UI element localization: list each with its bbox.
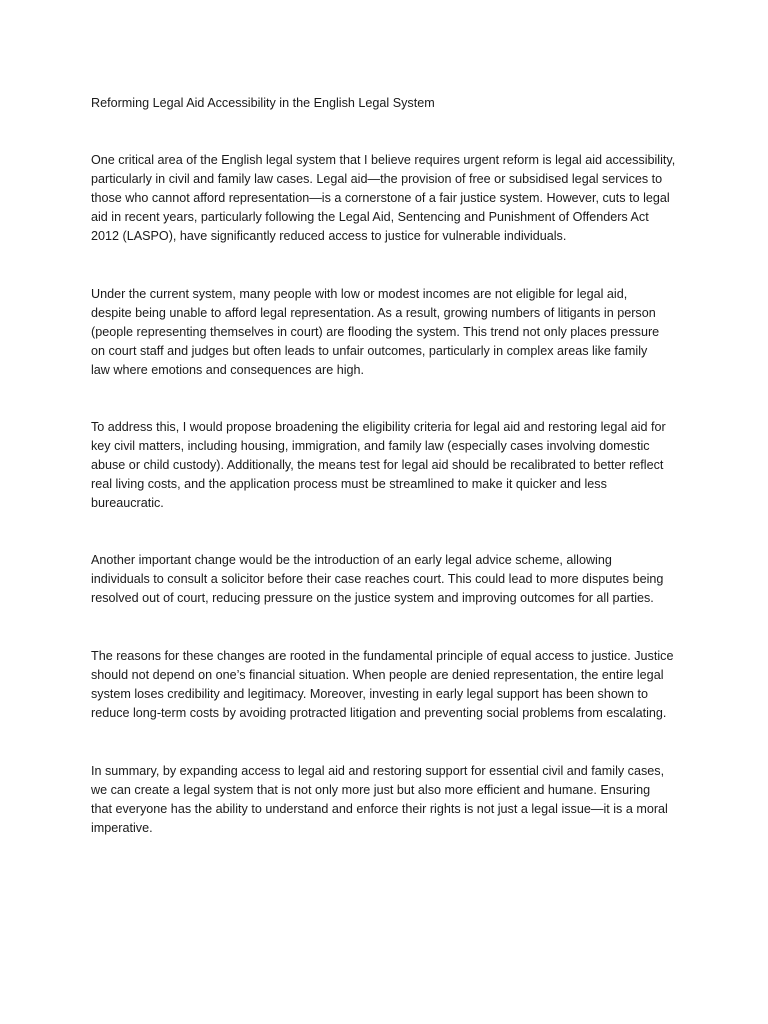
paragraph-line: In summary, by expanding access to legal aid and restoring support for essential civil and family cases, xyxy=(91,764,665,778)
paragraph-line: The reasons for these changes are rooted in the fundamental principle of equal access to justice. Justice xyxy=(91,649,674,663)
paragraph-line: on court staff and judges but often leads to unfair outcomes, particularly in complex areas like family xyxy=(91,344,648,358)
paragraph-line: 2012 (LASPO), have significantly reduced access to justice for vulnerable individuals. xyxy=(91,229,567,243)
paragraph-line: Another important change would be the introduction of an early legal advice scheme, allowing xyxy=(91,553,612,567)
paragraph-line: individuals to consult a solicitor before their case reaches court. This could lead to more disputes being xyxy=(91,572,664,586)
paragraph-line: we can create a legal system that is not only more just but also more efficient and humane. Ensuring xyxy=(91,783,651,797)
paragraph-4 xyxy=(91,551,683,608)
paragraph-3 xyxy=(91,418,683,513)
paragraph-line: despite being unable to afford legal representation. As a result, growing numbers of litigants in person xyxy=(91,306,656,320)
paragraph-2 xyxy=(91,285,683,380)
paragraph-line: One critical area of the English legal system that I believe requires urgent reform is legal aid accessibility, xyxy=(91,153,676,167)
paragraph-line: (people representing themselves in court) are flooding the system. This trend not only places pressure xyxy=(91,325,660,339)
paragraph-line: aid in recent years, particularly following the Legal Aid, Sentencing and Punishment of Offenders Act xyxy=(91,210,649,224)
paragraph-line: system loses credibility and legitimacy. Moreover, investing in early legal support has been shown to xyxy=(91,687,648,701)
paragraph-line: bureaucratic. xyxy=(91,496,164,510)
paragraph-line: law where emotions and consequences are high. xyxy=(91,363,365,377)
paragraph-line: resolved out of court, reducing pressure on the justice system and improving outcomes for all parties. xyxy=(91,591,654,605)
paragraph-5 xyxy=(91,647,683,723)
paragraph-line: abuse or child custody). Additionally, the means test for legal aid should be recalibrated to better reflect xyxy=(91,458,664,472)
paragraph-line: that everyone has the ability to understand and enforce their rights is not just a legal issue—it is a moral xyxy=(91,802,668,816)
paragraph-line: To address this, I would propose broadening the eligibility criteria for legal aid and restoring legal aid for xyxy=(91,420,666,434)
paragraph-line: reduce long-term costs by avoiding protracted litigation and preventing social problems from escalating. xyxy=(91,706,667,720)
paragraph-line: particularly in civil and family law cases. Legal aid—the provision of free or subsidised legal services to xyxy=(91,172,663,186)
document-title: Reforming Legal Aid Accessibility in the English Legal System xyxy=(91,96,435,110)
paragraph-line: Under the current system, many people with low or modest incomes are not eligible for legal aid, xyxy=(91,287,628,301)
paragraph-line: should not depend on one’s financial situation. When people are denied representation, the entire legal xyxy=(91,668,664,682)
paragraph-line: real living costs, and the application process must be streamlined to make it quicker and less xyxy=(91,477,607,491)
paragraph-6 xyxy=(91,762,683,838)
paragraph-line: those who cannot afford representation—is a cornerstone of a fair justice system. However, cuts to legal xyxy=(91,191,670,205)
paragraph-1 xyxy=(91,151,683,246)
paragraph-line: key civil matters, including housing, immigration, and family law (especially cases involving domestic xyxy=(91,439,650,453)
paragraph-line: imperative. xyxy=(91,821,153,835)
